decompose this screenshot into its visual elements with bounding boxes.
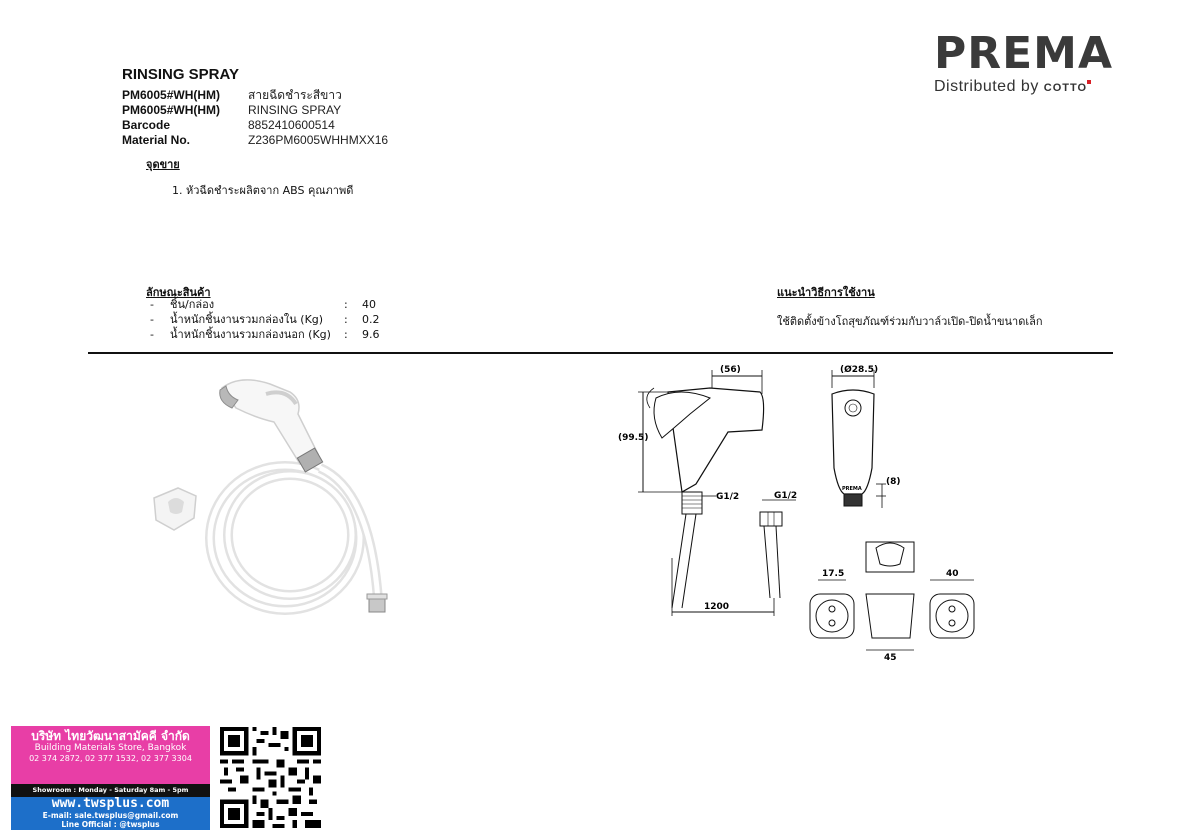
property-row bbox=[150, 312, 380, 327]
property-colon: : bbox=[344, 298, 348, 311]
section-divider bbox=[88, 352, 1113, 354]
logo-distributed bbox=[934, 78, 1114, 96]
property-value: 9.6 bbox=[362, 328, 380, 341]
spec-row bbox=[122, 103, 388, 118]
property-colon: : bbox=[344, 328, 348, 341]
spec-value: RINSING SPRAY bbox=[248, 103, 342, 117]
selling-points-heading: จุดขาย bbox=[146, 158, 180, 171]
store-badge bbox=[11, 726, 210, 830]
badge-website[interactable]: www.twsplus.com bbox=[51, 796, 170, 811]
dim-8-label: (8) bbox=[886, 477, 901, 487]
usage-text: ใช้ติดตั้งข้างโถสุขภัณฑ์ร่วมกับวาล์วเปิด-ปิดน้ำขนาดเล็ก bbox=[777, 315, 1043, 328]
badge-company: บริษัท ไทยวัฒนาสามัคคี จำกัด bbox=[31, 729, 190, 743]
badge-line[interactable]: Line Official : @twsplus bbox=[61, 820, 160, 829]
badge-contact bbox=[11, 797, 210, 830]
dim-height-label: (99.5) bbox=[618, 433, 649, 443]
spec-value: 8852410600514 bbox=[248, 118, 335, 132]
property-dash: - bbox=[150, 298, 154, 311]
technical-drawing bbox=[610, 358, 1030, 668]
dim-diameter-label: (Ø28.5) bbox=[840, 365, 879, 375]
spec-key: PM6005#WH(HM) bbox=[122, 88, 221, 102]
badge-phones: 02 374 2872, 02 377 1532, 02 377 3304 bbox=[29, 754, 192, 763]
badge-showroom: Showroom : Monday - Saturday 8am - 5pm bbox=[11, 784, 210, 797]
qr-code-icon[interactable] bbox=[220, 727, 321, 828]
holder-depth-label: 40 bbox=[946, 569, 959, 579]
thread-label-1: G1/2 bbox=[716, 492, 740, 502]
usage-heading: แนะนำวิธีการใช้งาน bbox=[777, 286, 875, 299]
product-title: RINSING SPRAY bbox=[122, 66, 239, 83]
dim-width-label: (56) bbox=[720, 365, 741, 375]
holder-width-label: 17.5 bbox=[822, 569, 845, 579]
badge-store: Building Materials Store, Bangkok bbox=[34, 743, 187, 753]
badge-header bbox=[11, 726, 210, 784]
property-label: น้ำหนักชิ้นงานรวมกล่องใน (Kg) bbox=[170, 313, 324, 326]
property-label: น้ำหนักชิ้นงานรวมกล่องนอก (Kg) bbox=[170, 328, 331, 341]
badge-email[interactable]: E-mail: sale.twsplus@gmail.com bbox=[42, 811, 179, 820]
spec-row bbox=[122, 118, 388, 133]
selling-point-item: 1. หัวฉีดชำระผลิตจาก ABS คุณภาพดี bbox=[172, 184, 354, 197]
spec-row bbox=[122, 88, 388, 103]
holder-height-label: 45 bbox=[884, 653, 897, 663]
property-dash: - bbox=[150, 313, 154, 326]
spec-row bbox=[122, 133, 388, 148]
spec-key: Barcode bbox=[122, 118, 171, 132]
spec-value: สายฉีดชำระสีขาว bbox=[248, 88, 342, 102]
logo-dot-icon bbox=[1087, 80, 1091, 84]
product-specs bbox=[122, 88, 388, 148]
spec-key: PM6005#WH(HM) bbox=[122, 103, 221, 117]
thread-label-2: G1/2 bbox=[774, 491, 798, 501]
product-photo bbox=[140, 370, 430, 640]
spec-value: Z236PM6005WHHMXX16 bbox=[248, 133, 389, 147]
property-label: ชิ้น/กล่อง bbox=[170, 298, 215, 311]
properties-list bbox=[150, 297, 380, 342]
spec-key: Material No. bbox=[122, 133, 191, 147]
logo-brand: PREMA bbox=[934, 28, 1114, 79]
property-value: 0.2 bbox=[362, 313, 380, 326]
hose-length-label: 1200 bbox=[704, 602, 730, 612]
property-colon: : bbox=[344, 313, 348, 326]
logo-cotto: COTTO bbox=[1043, 82, 1088, 94]
properties-heading: ลักษณะสินค้า bbox=[146, 286, 211, 299]
engraving-label: PREMA bbox=[842, 486, 862, 492]
property-dash: - bbox=[150, 328, 154, 341]
property-row bbox=[150, 297, 380, 312]
prema-logo bbox=[934, 30, 1114, 96]
logo-distributed-text: Distributed by bbox=[934, 78, 1044, 95]
property-value: 40 bbox=[362, 298, 376, 311]
property-row bbox=[150, 327, 380, 342]
